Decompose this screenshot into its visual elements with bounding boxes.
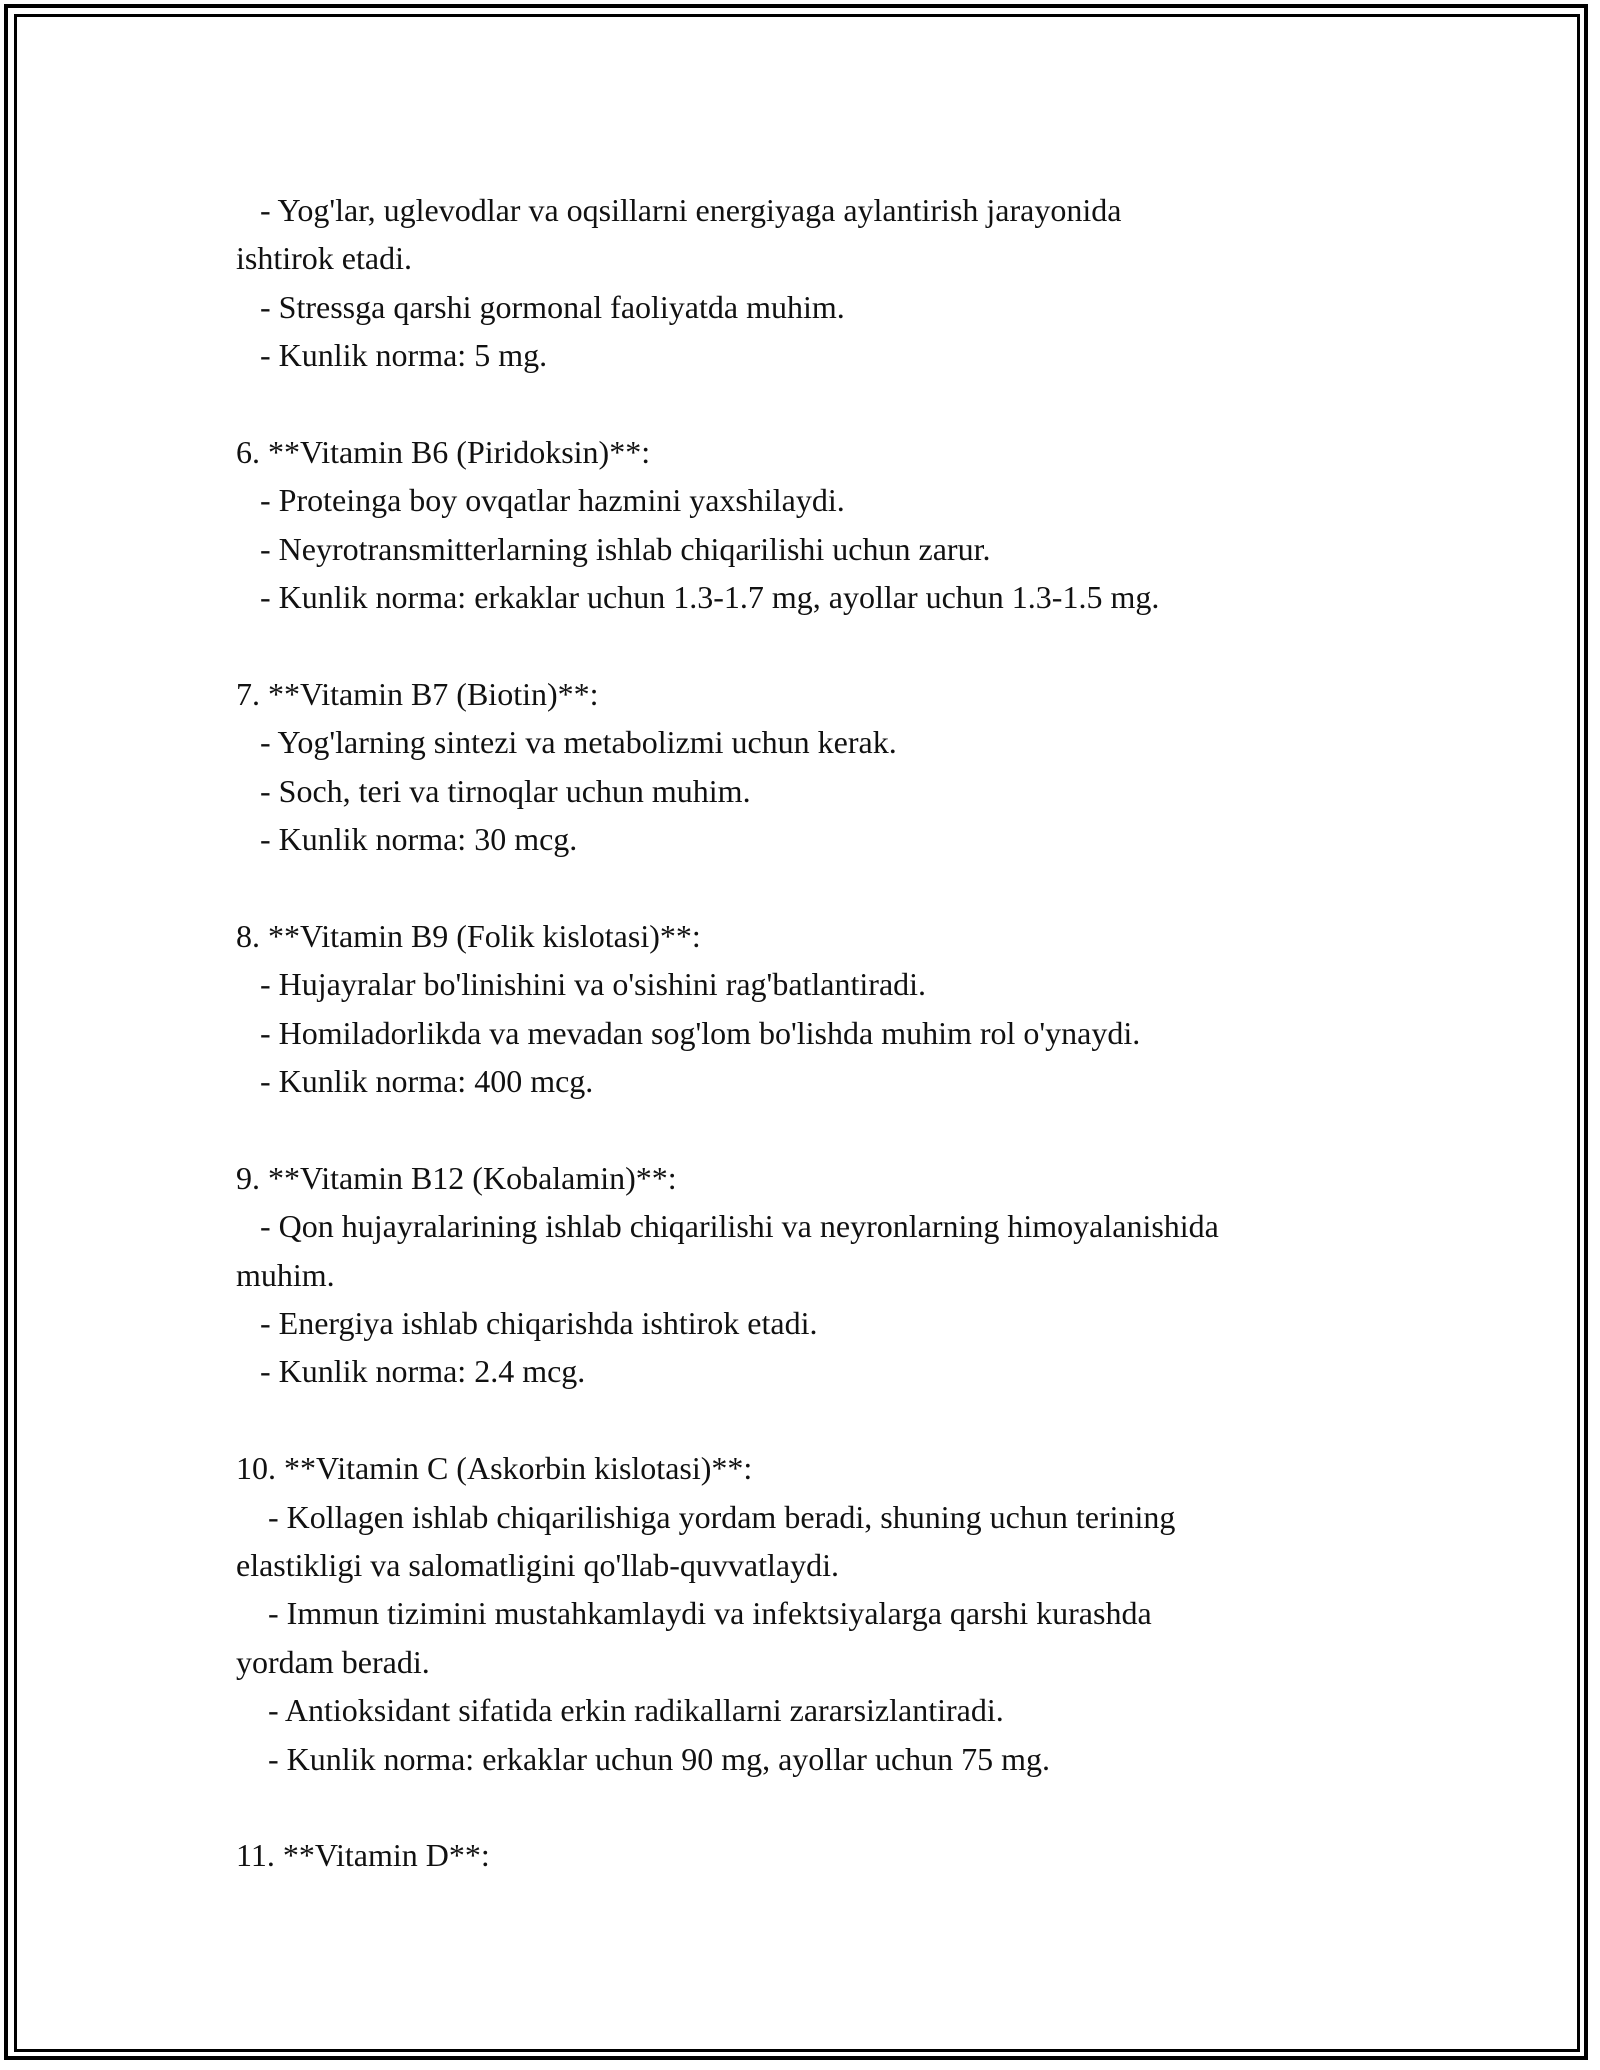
text-line: muhim. [236,1256,335,1293]
document-body [236,186,1396,1880]
text-line: - Homiladorlikda va mevadan sog'lom bo'lishda muhim rol o'ynaydi. [236,1014,1141,1051]
blank-line [236,863,1396,911]
section-heading: 6. **Vitamin B6 (Piridoksin)**: [236,433,651,470]
text-line: - Energiya ishlab chiqarishda ishtirok etadi. [236,1304,818,1341]
text-line: - Kunlik norma: erkaklar uchun 90 mg, ayollar uchun 75 mg. [236,1740,1051,1777]
blank-line [236,1396,1396,1444]
text-line: - Kunlik norma: erkaklar uchun 1.3-1.7 mg, ayollar uchun 1.3-1.5 mg. [236,579,1160,616]
text-line: - Kunlik norma: 30 mcg. [236,821,578,858]
blank-line [236,1105,1396,1153]
text-line: - Kunlik norma: 400 mcg. [236,1063,594,1100]
text-line: - Stressga qarshi gormonal faoliyatda muhim. [236,288,845,325]
text-line: - Kollagen ishlab chiqarilishiga yordam beradi, shuning uchun terining [236,1498,1176,1535]
text-line: - Neyrotransmitterlarning ishlab chiqarilishi uchun zarur. [236,530,991,567]
section-heading: 10. **Vitamin C (Askorbin kislotasi)**: [236,1450,753,1487]
text-line: - Qon hujayralarining ishlab chiqarilishi va neyronlarning himoyalanishida [236,1208,1219,1245]
section-heading: 11. **Vitamin D**: [236,1837,490,1874]
section-heading: 9. **Vitamin B12 (Kobalamin)**: [236,1159,677,1196]
text-line: - Antioksidant sifatida erkin radikallarni zararsizlantiradi. [236,1692,1004,1729]
blank-line [236,1783,1396,1831]
blank-line [236,622,1396,670]
section-heading: 8. **Vitamin B9 (Folik kislotasi)**: [236,917,701,954]
text-line: ishtirok etadi. [236,240,412,277]
text-line: yordam beradi. [236,1643,430,1680]
text-line: - Yog'lar, uglevodlar va oqsillarni energiyaga aylantirish jarayonida [236,192,1122,228]
text-line: - Kunlik norma: 5 mg. [236,337,548,374]
text-line: - Kunlik norma: 2.4 mcg. [236,1353,586,1390]
blank-line [236,380,1396,428]
text-line: - Yog'larning sintezi va metabolizmi uchun kerak. [236,724,897,761]
text-line: elastikligi va salomatligini qo'llab-quvvatlaydi. [236,1546,839,1583]
text-line: - Hujayralar bo'linishini va o'sishini rag'batlantiradi. [236,966,927,1003]
text-line: - Soch, teri va tirnoqlar uchun muhim. [236,772,751,809]
text-line: - Immun tizimini mustahkamlaydi va infektsiyalarga qarshi kurashda [236,1595,1152,1632]
section-heading: 7. **Vitamin B7 (Biotin)**: [236,675,599,712]
text-line: - Proteinga boy ovqatlar hazmini yaxshilaydi. [236,482,845,519]
